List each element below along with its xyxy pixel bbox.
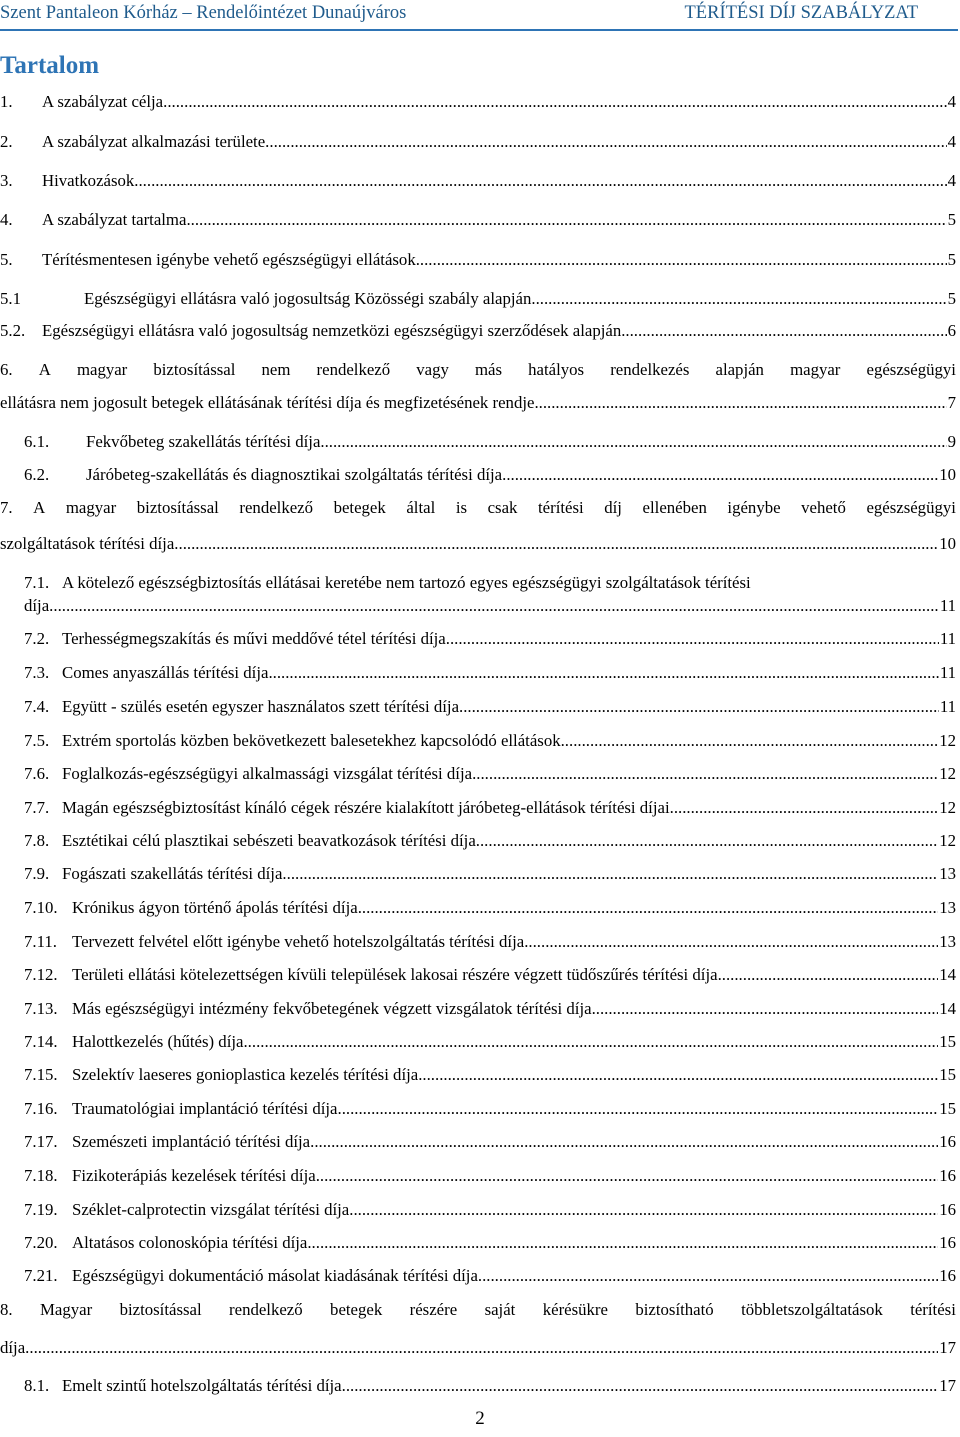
toc-entry-page: 4: [947, 92, 956, 111]
leader-dots: [349, 1198, 938, 1222]
toc-entry-label: Traumatológiai implantáció térítési díja: [72, 1099, 338, 1118]
toc-entry-label: Krónikus ágyon történő ápolás térítési díja: [72, 898, 358, 917]
toc-title: Tartalom: [0, 52, 100, 79]
toc-entry-page: 10: [939, 465, 956, 484]
toc-entry-label: Fekvőbeteg szakellátás térítési díja: [86, 432, 321, 451]
toc-entry-label: Comes anyaszállás térítési díja: [62, 663, 269, 682]
leader-dots: [476, 829, 938, 853]
leader-dots: [670, 796, 939, 820]
toc-entry[interactable]: [0, 571, 960, 595]
toc-entry-number: 7.17.: [24, 1132, 58, 1151]
leader-dots: [163, 90, 946, 114]
toc-entry[interactable]: [0, 997, 960, 1021]
toc-entry-number: 7.10.: [24, 898, 58, 917]
toc-entry[interactable]: [0, 1298, 960, 1322]
toc-entry-label: A szabályzat tartalma: [42, 210, 187, 229]
toc-entry[interactable]: [0, 1264, 960, 1288]
toc-entry[interactable]: [0, 695, 960, 719]
leader-dots: [342, 1374, 939, 1398]
toc-entry-page: 16: [939, 1266, 956, 1285]
toc-entry-label: Egészségügyi ellátásra való jogosultság nemzetközi egészségügyi szerződések alapján: [42, 321, 622, 340]
toc-entry[interactable]: [0, 358, 960, 382]
toc-entry-label: Egészségügyi dokumentáció másolat kiadásának térítési díja: [72, 1266, 478, 1285]
toc-entry[interactable]: [0, 862, 960, 886]
toc-entry[interactable]: [0, 1130, 960, 1154]
toc-entry-number: 7.1.: [24, 573, 50, 592]
leader-dots: [478, 1264, 938, 1288]
toc-entry-page: 4: [947, 171, 956, 190]
toc-entry-label: Altatásos colonoskópia térítési díja: [72, 1233, 308, 1252]
toc-entry-label: Magán egészségbiztosítást kínáló cégek részére kialakított járóbeteg-ellátások térítési díjai: [62, 798, 670, 817]
toc-entry-label: Halottkezelés (hűtés) díja: [72, 1032, 244, 1051]
leader-dots: [358, 896, 939, 920]
toc-entry-number: 3.: [0, 171, 13, 190]
leader-dots: [472, 762, 938, 786]
toc-entry-number: 7.8.: [24, 831, 50, 850]
header-document-title: TÉRÍTÉSI DÍJ SZABÁLYZAT: [684, 3, 918, 23]
leader-dots: [528, 930, 938, 954]
toc-entry-label: Fogászati szakellátás térítési díja: [62, 864, 283, 883]
toc-entry-number-inline: 6.: [0, 360, 13, 379]
toc-entry-page: 12: [939, 764, 956, 783]
toc-entry-label-cont: díja: [0, 1338, 26, 1357]
toc-entry[interactable]: [0, 1164, 960, 1188]
toc-entry[interactable]: [0, 208, 960, 232]
toc-entry-number-inline: 7.: [0, 498, 13, 517]
toc-entry-page: 5: [947, 289, 956, 308]
toc-entry-number: 7.3.: [24, 663, 50, 682]
toc-entry-page: 5: [947, 210, 956, 229]
toc-entry-number: 7.19.: [24, 1200, 58, 1219]
toc-entry-number: 7.13.: [24, 999, 58, 1018]
leader-dots: [282, 862, 938, 886]
toc-entry-number: 6.1.: [24, 432, 50, 451]
toc-entry[interactable]: [0, 1030, 960, 1054]
toc-entry-page: 17: [939, 1376, 956, 1395]
toc-entry-label: Más egészségügyi intézmény fekvőbetegének végzett vizsgálatok térítési díja: [72, 999, 592, 1018]
leader-dots: [534, 391, 946, 415]
toc-entry[interactable]: [0, 1063, 960, 1087]
toc-entry-number: 5.1: [0, 289, 21, 308]
toc-entry-number: 7.12.: [24, 965, 58, 984]
header-divider: [0, 29, 958, 31]
toc-entry-page: 12: [939, 731, 956, 750]
leader-dots: [338, 1097, 939, 1121]
toc-entry-label: A szabályzat alkalmazási területe: [42, 132, 266, 151]
toc-entry[interactable]: [0, 729, 960, 753]
toc-entry[interactable]: [0, 829, 960, 853]
toc-entry-label: 7. A magyar biztosítással rendelkező betegek által is csak térítési díj ellenében igénybe vehető egészségügyi: [0, 496, 956, 520]
leader-dots: [561, 729, 939, 753]
leader-dots: [174, 532, 938, 556]
toc-entry-number: 7.11.: [24, 932, 57, 951]
leader-dots: [186, 208, 946, 232]
toc-entry-label: Egészségügyi ellátásra való jogosultság Közösségi szabály alapján: [84, 289, 532, 308]
toc-entry[interactable]: [0, 90, 960, 114]
leader-dots: [310, 1130, 938, 1154]
toc-entry-number: 7.5.: [24, 731, 50, 750]
toc-entry-page: 11: [939, 663, 956, 682]
toc-entry-page: 15: [939, 1032, 956, 1051]
leader-dots: [320, 430, 946, 454]
toc-entry-number: 5.: [0, 250, 13, 269]
leader-dots: [502, 463, 938, 487]
toc-entry-number: 2.: [0, 132, 13, 151]
leader-dots: [268, 661, 938, 685]
toc-entry-number: 5.2.: [0, 321, 26, 340]
leader-dots: [243, 1030, 938, 1054]
toc-entry-number: 7.2.: [24, 629, 50, 648]
toc-entry-label: Tervezett felvétel előtt igénybe vehető hotelszolgáltatás térítési díja.: [72, 932, 529, 951]
toc-entry-page: 6: [947, 321, 956, 340]
toc-entry-label: Esztétikai célú plasztikai sebészeti beavatkozások térítési díja: [62, 831, 476, 850]
toc-entry-page: 7: [947, 393, 956, 412]
toc-entry-label-cont: szolgáltatások térítési díja: [0, 534, 175, 553]
leader-dots: [531, 287, 946, 311]
toc-entry[interactable]: [0, 963, 960, 987]
leader-dots: [307, 1231, 938, 1255]
toc-entry-continuation[interactable]: [24, 594, 956, 618]
toc-entry-number-inline: 8.: [0, 1300, 13, 1319]
toc-entry-label: Járóbeteg-szakellátás és diagnosztikai szolgáltatás térítési díja: [86, 465, 503, 484]
toc-entry-label: A kötelező egészségbiztosítás ellátásai keretébe nem tartozó egyes egészségügyi szolgáltatások térítési: [62, 573, 751, 592]
toc-entry-page: 13: [939, 932, 956, 951]
toc-entry-page: 16: [939, 1132, 956, 1151]
toc-entry-number: 7.18.: [24, 1166, 58, 1185]
toc-entry-continuation[interactable]: [0, 391, 956, 415]
toc-entry[interactable]: [0, 627, 960, 651]
toc-entry-page: 16: [939, 1166, 956, 1185]
toc-entry-label: Hivatkozások: [42, 171, 135, 190]
toc-entry-label: Extrém sportolás közben bekövetkezett balesetekhez kapcsolódó ellátások: [62, 731, 561, 750]
page-number: 2: [475, 1408, 485, 1429]
toc-entry-number: 7.7.: [24, 798, 50, 817]
toc-entry-page: 12: [939, 798, 956, 817]
toc-entry-number: 6.2.: [24, 465, 50, 484]
toc-entry-page: 16: [939, 1233, 956, 1252]
toc-entry-label: Szemészeti implantáció térítési díja: [72, 1132, 311, 1151]
toc-entry[interactable]: [0, 169, 960, 193]
toc-entry-page: 11: [939, 697, 956, 716]
leader-dots: [621, 319, 946, 343]
page-header: [0, 0, 960, 28]
toc-entry[interactable]: [0, 1374, 960, 1398]
toc-entry-label-cont: díja: [24, 596, 50, 615]
leader-dots: [49, 594, 939, 618]
toc-entry[interactable]: [0, 661, 960, 685]
leader-dots: [134, 169, 946, 193]
toc-entry-number: 7.16.: [24, 1099, 58, 1118]
toc-entry-number: 7.4.: [24, 697, 50, 716]
toc-entry-page: 12: [939, 831, 956, 850]
toc-entry-number: 7.14.: [24, 1032, 58, 1051]
leader-dots: [25, 1336, 938, 1360]
toc-entry-label-cont: ellátásra nem jogosult betegek ellátásának térítési díja és megfizetésének rendje: [0, 393, 535, 412]
toc-entry[interactable]: [0, 1198, 960, 1222]
toc-entry-page: 14: [939, 965, 956, 984]
toc-entry-label: Szelektív laeseres gonioplastica kezelés térítési díja: [72, 1065, 419, 1084]
toc-entry-page: 5: [947, 250, 956, 269]
toc-entry-label: 8. Magyar biztosítással rendelkező betegek részére saját kérésükre biztosítható többletszolgáltatások térítési: [0, 1298, 956, 1322]
toc-entry[interactable]: [0, 496, 960, 520]
leader-dots: [265, 130, 946, 154]
toc-entry[interactable]: [0, 319, 960, 343]
leader-dots: [718, 963, 939, 987]
toc-entry[interactable]: [0, 796, 960, 820]
toc-entry-number: 7.21.: [24, 1266, 58, 1285]
toc-entry-label: Területi ellátási kötelezettségen kívüli települések lakosai részére végzett tüdőszűrés térítési díja: [72, 965, 718, 984]
toc-entry-label: Széklet-calprotectin vizsgálat térítési díja: [72, 1200, 350, 1219]
leader-dots: [316, 1164, 939, 1188]
toc-entry-number: 7.15.: [24, 1065, 58, 1084]
leader-dots: [592, 997, 939, 1021]
header-institution: Szent Pantaleon Kórház – Rendelőintézet Dunaújváros: [0, 3, 407, 23]
leader-dots: [459, 695, 939, 719]
toc-entry-label: A szabályzat célja: [42, 92, 164, 111]
toc-entry-label: 6. A magyar biztosítással nem rendelkező vagy más hatályos rendelkezés alapján magyar egészségügyi: [0, 358, 956, 382]
toc-entry-number: 7.9.: [24, 864, 50, 883]
toc-entry[interactable]: [0, 1097, 960, 1121]
toc-entry-page: 11: [939, 596, 956, 615]
toc-entry[interactable]: [0, 130, 960, 154]
toc-entry-page: 15: [939, 1065, 956, 1084]
toc-entry-page: 11: [939, 629, 956, 648]
toc-entry-page: 14: [939, 999, 956, 1018]
toc-entry[interactable]: [0, 287, 960, 311]
toc-entry-number: 1.: [0, 92, 13, 111]
toc-entry[interactable]: [0, 930, 960, 954]
toc-entry-page: 9: [947, 432, 956, 451]
leader-dots: [416, 248, 947, 272]
toc-entry-label: Terhességmegszakítás és művi meddővé tétel térítési díja: [62, 629, 446, 648]
toc-entry-page: 17: [939, 1338, 956, 1357]
toc-entry-continuation[interactable]: [0, 532, 956, 556]
toc-entry[interactable]: [0, 896, 960, 920]
toc-entry-label: Fizikoterápiás kezelések térítési díja: [72, 1166, 316, 1185]
toc-entry-page: 4: [947, 132, 956, 151]
leader-dots: [418, 1063, 938, 1087]
toc-entry-number: 7.20.: [24, 1233, 58, 1252]
toc-entry-label: Együtt - szülés esetén egyszer használatos szett térítési díja: [62, 697, 460, 716]
toc-entry-page: 10: [939, 534, 956, 553]
toc-entry-page: 16: [939, 1200, 956, 1219]
toc-entry[interactable]: [0, 762, 960, 786]
toc-entry-page: 13: [939, 898, 956, 917]
toc-entry-label: Foglalkozás-egészségügyi alkalmassági vizsgálat térítési díja: [62, 764, 473, 783]
toc-entry-label: Térítésmentesen igénybe vehető egészségügyi ellátások: [42, 250, 416, 269]
toc-entry-page: 15: [939, 1099, 956, 1118]
toc-entry-number: 4.: [0, 210, 13, 229]
toc-entry-page: 13: [939, 864, 956, 883]
toc-entry[interactable]: [0, 248, 960, 272]
toc-entry[interactable]: [0, 430, 960, 454]
toc-entry-label: Emelt szintű hotelszolgáltatás térítési díja: [62, 1376, 342, 1395]
leader-dots: [446, 627, 939, 651]
toc-entry[interactable]: [0, 463, 960, 487]
toc-entry-number: 7.6.: [24, 764, 50, 783]
toc-entry[interactable]: [0, 1231, 960, 1255]
toc-entry-number: 8.1.: [24, 1376, 50, 1395]
toc-entry-continuation[interactable]: [0, 1336, 956, 1360]
